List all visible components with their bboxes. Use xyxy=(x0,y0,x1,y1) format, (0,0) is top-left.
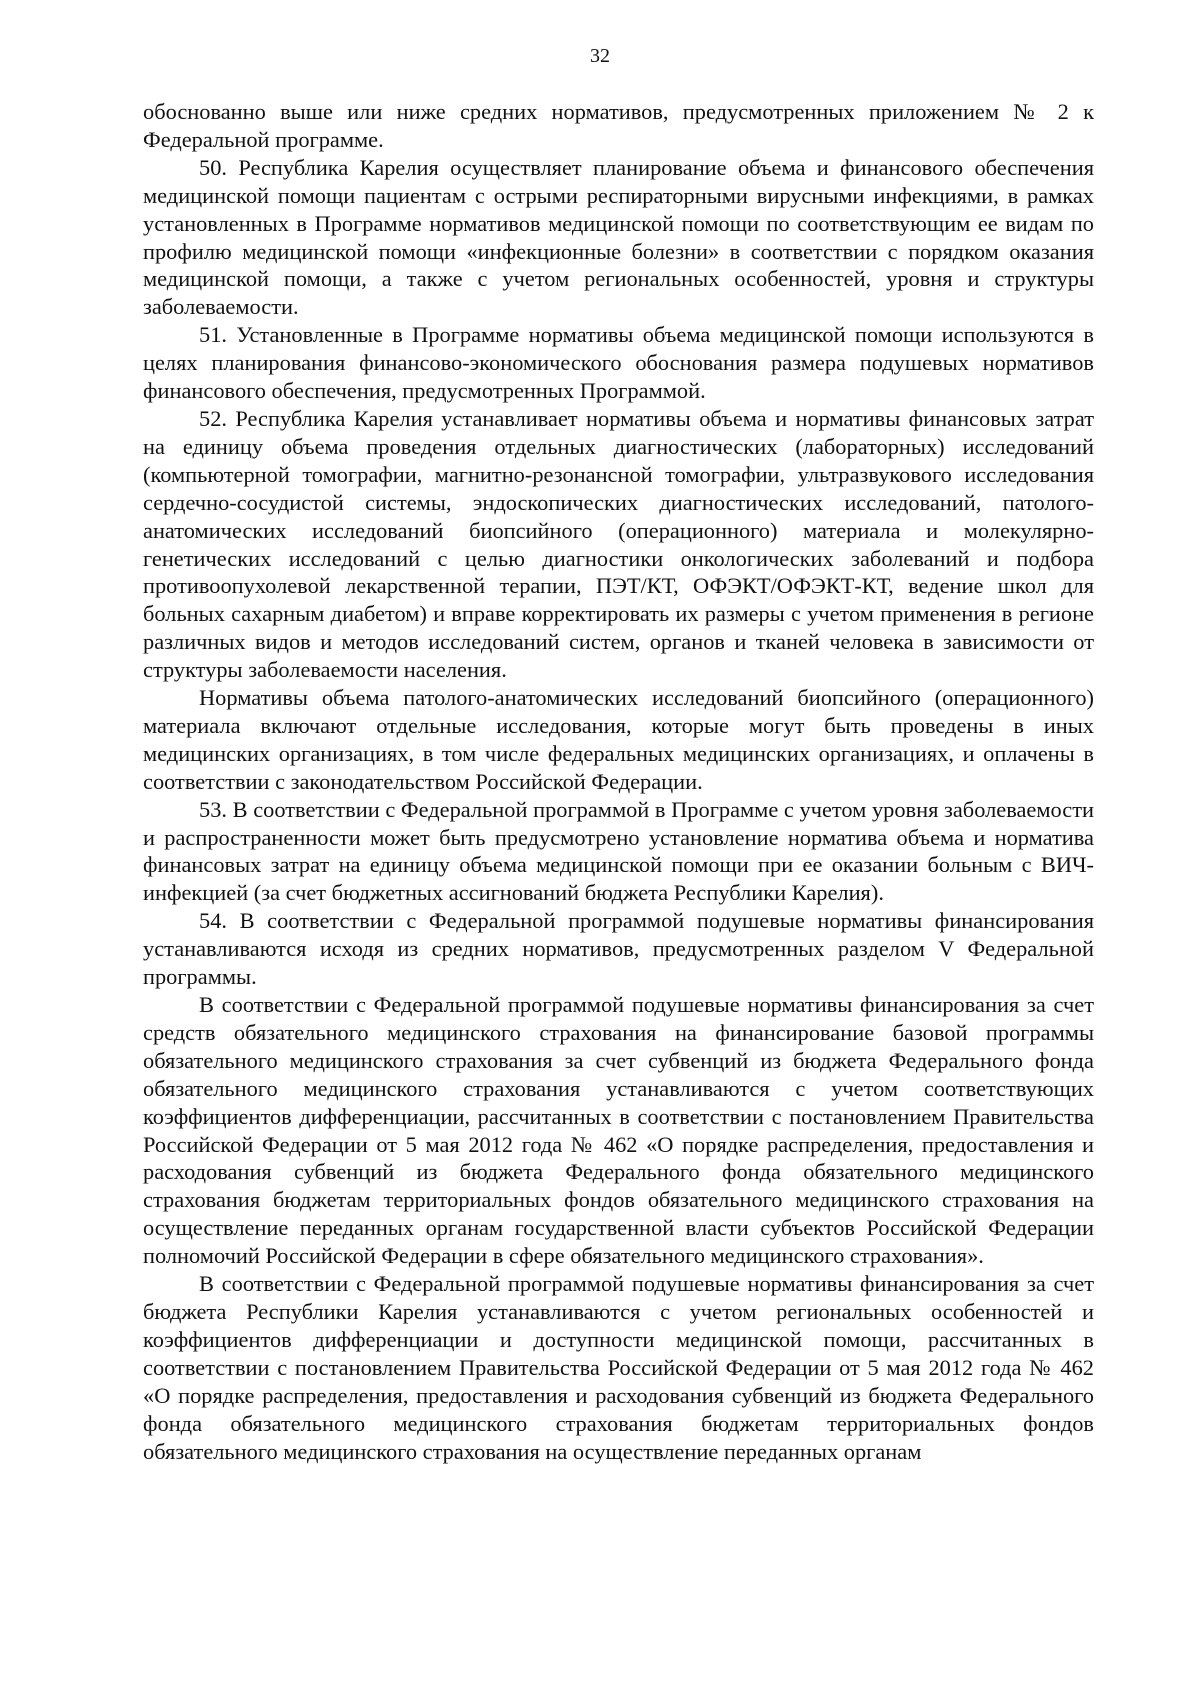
paragraph-53: 53. В соответствии с Федеральной программой в Программе с учетом уровня заболеваемости и распространенности может быть предусмотрено установление норматива объема и норматива финансовых затрат на единицу объема медицинской помощи при ее оказании больным с ВИЧ-инфекцией (за счет бюджетных ассигнований бюджета Республики Карелия). xyxy=(143,796,1094,906)
paragraph-50: 50. Республика Карелия осуществляет планирование объема и финансового обеспечения медицинской помощи пациентам с острыми респираторными вирусными инфекциями, в рамках установленных в Программе нормативов медицинской помощи по соответствующим ее видам по профилю медицинской помощи «инфекционные болезни» в соответствии с порядком оказания медицинской помощи, а также с учетом региональных особенностей, уровня и структуры заболеваемости. xyxy=(143,154,1094,320)
paragraph-continuation: обоснованно выше или ниже средних нормативов, предусмотренных приложением № 2 к Федеральной программе. xyxy=(143,99,1094,152)
paragraph-54: 54. В соответствии с Федеральной программой подушевые нормативы финансирования устанавливаются исходя из средних нормативов, предусмотренных разделом V Федеральной программы. xyxy=(143,908,1094,990)
paragraph-54-budget: В соответствии с Федеральной программой подушевые нормативы финансирования за счет бюджета Республики Карелия устанавливаются с учетом региональных особенностей и коэффициентов дифференциации и доступности медицинской помощи, рассчитанных в соответствии с постановлением Правительства Российской Федерации от 5 мая 2012 года № 462 «О порядке распределения, предоставления и расходования субвенций из бюджета Федерального фонда обязательного медицинского страхования бюджетам территориальных фондов обязательного медицинского страхования на осуществление переданных органам xyxy=(143,1271,1094,1464)
paragraph-52-normatives: Нормативы объема патолого-анатомических исследований биопсийного (операционного) материала включают отдельные исследования, которые могут быть проведены в иных медицинских организациях, в том числе федеральных медицинских организациях, и оплачены в соответствии с законодательством Российской Федерации. xyxy=(143,685,1094,794)
page-number: 32 xyxy=(590,45,610,67)
paragraph-54-oms: В соответствии с Федеральной программой подушевые нормативы финансирования за счет средств обязательного медицинского страхования на финансирование базовой программы обязательного медицинского страхования за счет субвенций из бюджета Федерального фонда обязательного медицинского страхования устанавливаются с учетом соответствующих коэффициентов дифференциации, рассчитанных в соответствии с постановлением Правительства Российской Федерации от 5 мая 2012 года № 462 «О порядке распределения, предоставления и расходования субвенций из бюджета Федерального фонда обязательного медицинского страхования бюджетам территориальных фондов обязательного медицинского страхования на осуществление переданных органам государственной власти субъектов Российской Федерации полномочий Российской Федерации в сфере обязательного медицинского страхования». xyxy=(143,992,1094,1269)
paragraph-52: 52. Республика Карелия устанавливает нормативы объема и нормативы финансовых затрат на единицу объема проведения отдельных диагностических (лабораторных) исследований (компьютерной томографии, магнитно-резонансной томографии, ультразвукового исследования сердечно-сосудистой системы, эндоскопических диагностических исследований, патолого-анатомических исследований биопсийного (операционного) материала и молекулярно-генетических исследований с целью диагностики онкологических заболеваний и подбора противоопухолевой лекарственной терапии, ПЭТ/КТ, ОФЭКТ/ОФЭКТ-КТ, ведение школ для больных сахарным диабетом) и вправе корректировать их размеры с учетом применения в регионе различных видов и методов исследований систем, органов и тканей человека в зависимости от структуры заболеваемости населения. xyxy=(143,405,1094,683)
document-body xyxy=(143,98,1094,1465)
paragraph-51: 51. Установленные в Программе нормативы объема медицинской помощи используются в целях планирования финансово-экономического обоснования размера подушевых нормативов финансового обеспечения, предусмотренных Программой. xyxy=(143,322,1094,404)
